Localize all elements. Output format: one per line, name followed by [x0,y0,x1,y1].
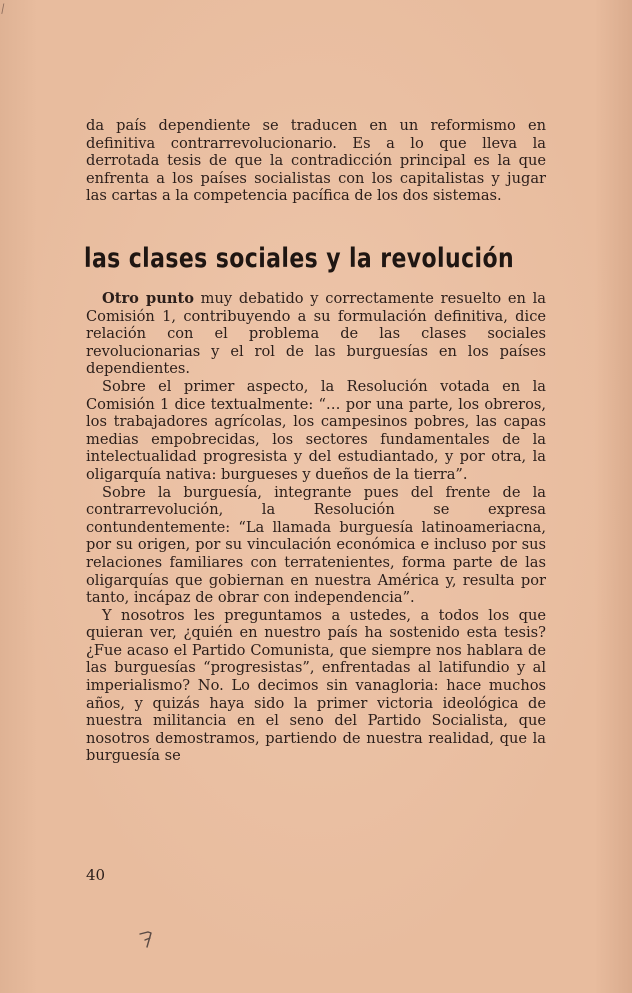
continued-paragraph-block [86,117,546,205]
continued-paragraph: da país dependiente se traducen en un reformismo en definitiva contrarrevolucionario. Es a lo que lleva la derrotada tesis de que la contradicción principal es la que enfrenta a los países socialistas con los capitalistas y jugar las cartas a la competencia pacífica de los dos sistemas. [86,117,546,205]
section-body [86,290,546,765]
body-paragraph-1 [86,290,546,378]
paragraph-lead: Otro punto [102,290,194,307]
paragraph-text: muy debatido y correctamente resuelto en la Comisión 1, contribuyendo a su formulación definitiva, dice relación con el problema de las clases sociales revolucionarias y el rol de las burguesías en los países dependientes. [86,290,546,378]
section-heading: las clases sociales y la revolución [84,244,515,274]
page-number: 40 [86,866,106,884]
body-paragraph-2: Sobre el primer aspecto, la Resolución votada en la Comisión 1 dice textualmente: “… por una parte, los obreros, los trabajadores agrícolas, los campesinos pobres, las capas medias empobrecidas, los sectores fundamentales de la intelectualidad progresista y del estudiantado, y por otra, la oligarquía nativa: burgueses y dueños de la tierra”. [86,377,546,483]
body-paragraph-3: Sobre la burguesía, integrante pues del frente de la contrarrevolución, la Resolución se expresa contundentemente: “La llamada burguesía latinoameriacna, por su origen, por su vinculación económica e incluso por sus relaciones familiares con terratenientes, forma parte de las oligarquías que gobiernan en nuestra América y, resulta por tanto, incápaz de obrar con independencia”. [86,483,546,607]
corner-scribble: ⁄ [0,2,7,16]
pencil-mark-icon [136,928,166,950]
body-paragraph-4: Y nosotros les preguntamos a ustedes, a todos los que quieran ver, ¿quién en nuestro país ha sostenido esta tesis? ¿Fue acaso el Partido Comunista, que siempre nos hablara de las burguesías “progresistas”, enfrentadas al latifundio y al imperialismo? No. Lo decimos sin vanagloria: hace muchos años, y quizás haya sido la primer victoria ideológica de nuestra militancia en el seno del Partido Socialista, que nosotros demostramos, partiendo de nuestra realidad, que la burguesía se [86,606,546,765]
